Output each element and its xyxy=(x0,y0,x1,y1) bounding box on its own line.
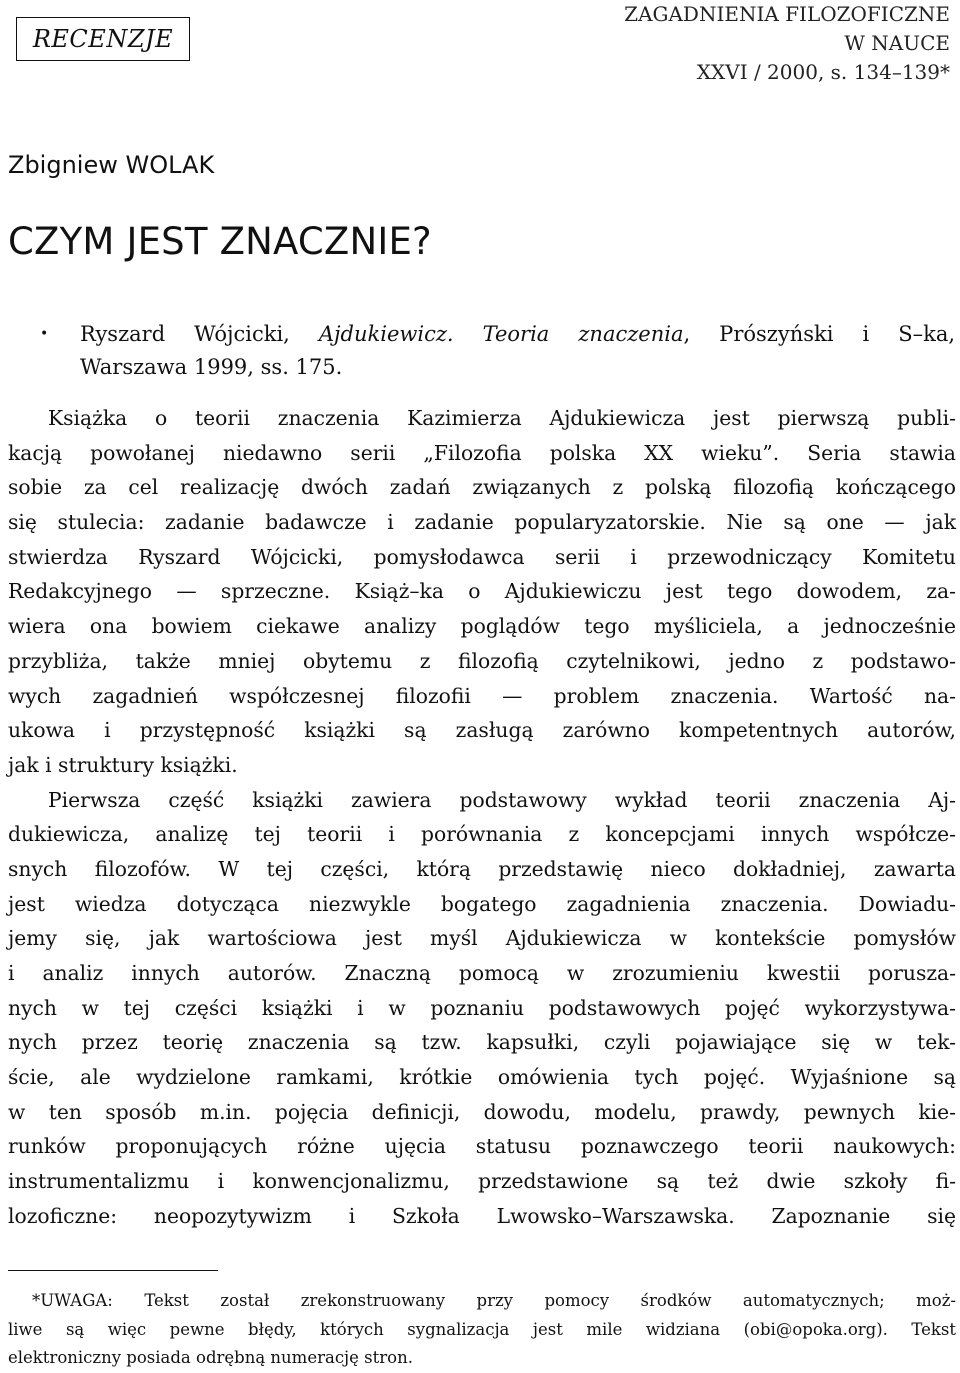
bibliography-line-2: Warszawa 1999, ss. 175. xyxy=(80,355,343,379)
body-text xyxy=(8,401,956,1234)
footnote-line: elektroniczny posiada odrębną numerację stron. xyxy=(8,1348,413,1367)
footnote-divider xyxy=(8,1270,218,1271)
body-line: przybliża, także mniej obytemu z filozofią czytelnikowi, jedno z podstawo- xyxy=(8,648,956,673)
body-line: Pierwsza część książki zawiera podstawowy wykład teorii znaczenia Aj- xyxy=(48,787,956,812)
journal-issue: XXVI / 2000, s. 134–139* xyxy=(696,60,950,84)
book-author: Ryszard Wójcicki, xyxy=(80,322,319,346)
body-line: Redakcyjnego — sprzeczne. Książ–ka o Ajdukiewiczu jest tego dowodem, za- xyxy=(8,579,956,604)
body-line: snych filozofów. W tej części, którą przedstawię nieco dokładniej, zawarta xyxy=(8,856,956,881)
book-title: Ajdukiewicz. Teoria znaczenia xyxy=(318,322,684,346)
author-name: Zbigniew WOLAK xyxy=(8,151,215,179)
journal-header xyxy=(624,0,950,87)
bibliography-entry xyxy=(40,318,955,384)
book-publisher: , Prószyński i S–ka, xyxy=(683,322,956,346)
body-line: runków proponujących różne ujęcia statusu poznawczego teorii naukowych: xyxy=(8,1134,956,1159)
footnote xyxy=(8,1287,956,1373)
body-line: się stulecia: zadanie badawcze i zadanie popularyzatorskie. Nie są one — jak xyxy=(8,510,956,535)
body-line: dukiewicza, analizę tej teorii i porównania z koncepcjami innych współcze- xyxy=(8,822,956,847)
body-line: nych przez teorię znaczenia są tzw. kapsułki, czyli pojawiające się w tek- xyxy=(8,1030,956,1055)
section-label-box xyxy=(16,17,190,61)
body-line: kacją powołanej niedawno serii „Filozofia polska XX wieku”. Seria stawia xyxy=(8,440,956,465)
body-line: nych w tej części książki i w poznaniu podstawowych pojęć wykorzystywa- xyxy=(8,995,956,1020)
body-line: stwierdza Ryszard Wójcicki, pomysłodawca serii i przewodniczący Komitetu xyxy=(8,544,956,569)
body-line: sobie za cel realizację dwóch zadań związanych z polską filozofią kończącego xyxy=(8,475,956,500)
body-line: jak i struktury książki. xyxy=(8,752,238,777)
footnote-line: liwe są więc pewne błędy, których sygnalizacja jest mile widziana (obi@opoka.org). Tekst xyxy=(8,1319,956,1339)
footnote-line: *UWAGA: Tekst został zrekonstruowany przy pomocy środków automatycznych; moż- xyxy=(32,1291,956,1310)
body-line: Książka o teorii znaczenia Kazimierza Ajdukiewicza jest pierwszą publi- xyxy=(48,406,956,430)
section-label: RECENZJE xyxy=(32,25,174,53)
body-line: ukowa i przystępność książki są zasługą zarówno kompetentnych autorów, xyxy=(8,718,956,743)
bibliography-line-1 xyxy=(80,318,955,351)
body-line: jest wiedza dotycząca niezwykle bogatego zagadnienia znaczenia. Dowiadu- xyxy=(8,891,956,916)
body-line: instrumentalizmu i konwencjonalizmu, przedstawione są też dwie szkoły fi- xyxy=(8,1169,956,1194)
bullet-icon: • xyxy=(40,326,49,342)
body-line: ście, ale wydzielone ramkami, krótkie omówienia tych pojęć. Wyjaśnione są xyxy=(8,1065,956,1090)
body-line: w ten sposób m.in. pojęcia definicji, dowodu, modelu, prawdy, pewnych kie- xyxy=(8,1099,956,1124)
article-title: CZYM JEST ZNACZNIE? xyxy=(8,220,432,263)
body-line: jemy się, jak wartościowa jest myśl Ajdukiewicza w kontekście pomysłów xyxy=(8,926,956,951)
body-line: lozoficzne: neopozytywizm i Szkoła Lwowsko–Warszawska. Zapoznanie się xyxy=(8,1203,956,1228)
body-line: wiera ona bowiem ciekawe analizy poglądów tego myśliciela, a jednocześnie xyxy=(8,614,956,639)
journal-name-line: ZAGADNIENIA FILOZOFICZNE xyxy=(624,2,950,26)
body-line: i analiz innych autorów. Znaczną pomocą w zrozumieniu kwestii porusza- xyxy=(8,961,956,985)
journal-name-line-2: W NAUCE xyxy=(844,31,950,55)
body-line: wych zagadnień współczesnej filozofii — problem znaczenia. Wartość na- xyxy=(8,683,956,708)
